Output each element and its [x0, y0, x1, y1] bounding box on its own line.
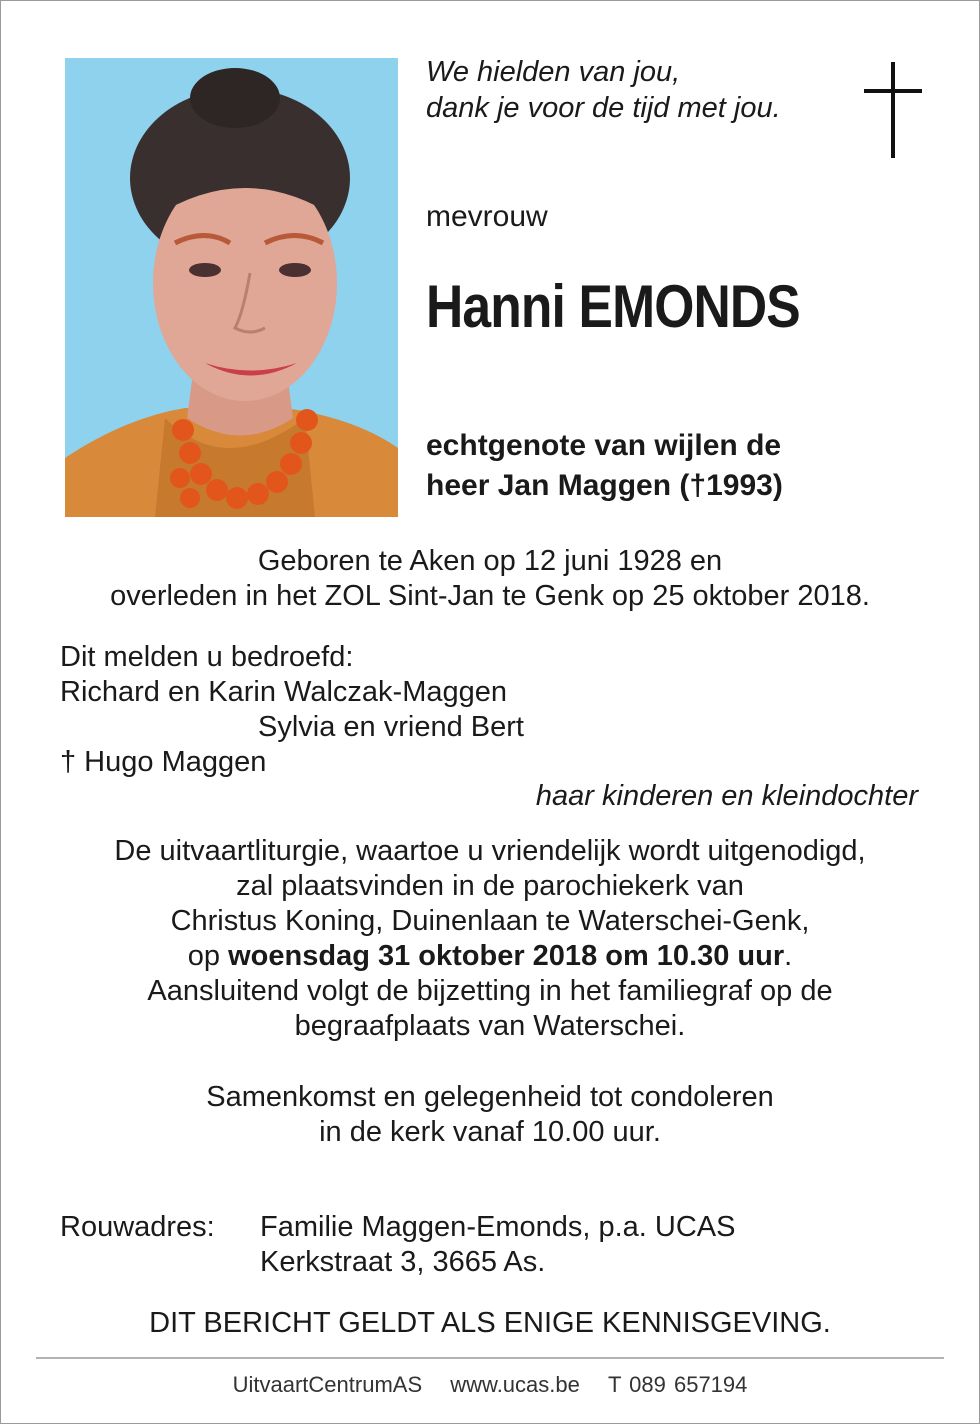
family-member: † Hugo Maggen	[60, 746, 267, 778]
gathering-info	[0, 1080, 980, 1150]
quote-line: We hielden van jou,	[426, 56, 681, 88]
funeral-line: De uitvaartliturgie, waartoe u vriendelijk wordt uitgenodigd,	[114, 835, 866, 867]
address-value	[260, 1210, 735, 1280]
funeral-details	[0, 834, 980, 1044]
funeral-line: zal plaatsvinden in de parochiekerk van	[236, 870, 744, 902]
announcement-intro: Dit melden u bedroefd:	[60, 641, 354, 673]
gathering-line: in de kerk vanaf 10.00 uur.	[319, 1116, 661, 1148]
funeral-date: woensdag 31 oktober 2018 om 10.30 uur	[228, 940, 785, 972]
notice-text: DIT BERICHT GELDT ALS ENIGE KENNISGEVING.	[149, 1307, 831, 1339]
address-line: Familie Maggen-Emonds, p.a. UCAS	[260, 1211, 736, 1243]
footer-website[interactable]: www.ucas.be	[450, 1372, 580, 1397]
spouse-line: heer Jan Maggen (†1993)	[426, 469, 783, 502]
funeral-date-prefix: op	[187, 940, 229, 972]
quote	[426, 54, 781, 126]
funeral-line: Christus Koning, Duinenlaan te Waterschei-Genk,	[170, 905, 810, 937]
funeral-line: begraafplaats van Waterschei.	[294, 1010, 686, 1042]
cross-icon	[864, 62, 922, 158]
birth-death-text	[0, 544, 980, 614]
deceased-name: Hanni EMONDS	[426, 273, 800, 340]
footer	[0, 1372, 980, 1398]
announcement	[60, 640, 940, 780]
address-line: Kerkstraat 3, 3665 As.	[260, 1246, 546, 1278]
spouse-info	[426, 426, 783, 506]
footer-company: UitvaartCentrumAS	[232, 1372, 423, 1397]
funeral-line: Aansluitend volgt de bijzetting in het familiegraf op de	[147, 975, 833, 1007]
funeral-date-line	[0, 939, 980, 974]
birth-line: Geboren te Aken op 12 juni 1928 en	[257, 545, 723, 577]
footer-phone: T 089 657194	[608, 1372, 748, 1397]
death-line: overleden in het ZOL Sint-Jan te Genk op 25 oktober 2018.	[110, 580, 870, 612]
divider	[36, 1357, 944, 1359]
title-prefix: mevrouw	[426, 200, 548, 233]
portrait-photo	[65, 58, 398, 517]
quote-line: dank je voor de tijd met jou.	[426, 92, 781, 124]
address-label: Rouwadres:	[60, 1211, 215, 1243]
gathering-line: Samenkomst en gelegenheid tot condoleren	[206, 1081, 774, 1113]
spouse-line: echtgenote van wijlen de	[426, 429, 782, 462]
family-member: Sylvia en vriend Bert	[258, 711, 524, 743]
funeral-date-suffix: .	[784, 940, 793, 972]
family-member: Richard en Karin Walczak-Maggen	[60, 676, 508, 708]
family-relation: haar kinderen en kleindochter	[535, 780, 918, 812]
